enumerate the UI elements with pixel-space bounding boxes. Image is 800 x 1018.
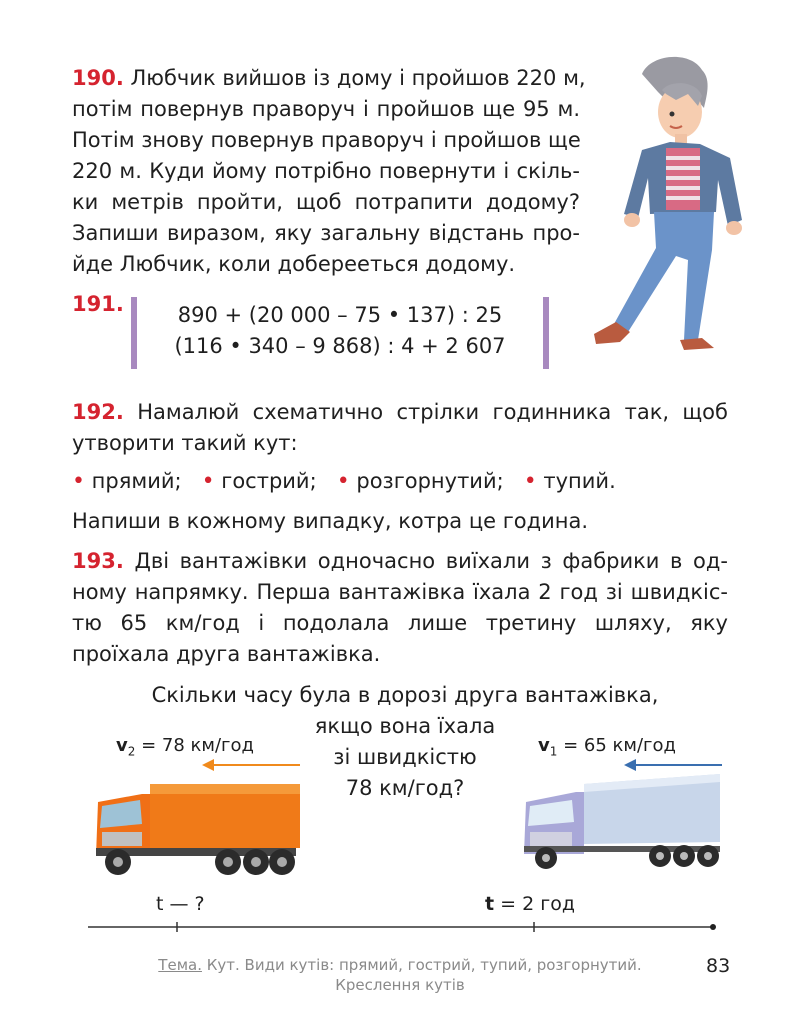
exercise-193 (72, 546, 728, 670)
topic-text-line2: Креслення кутів (335, 976, 465, 994)
exercise-190 (72, 63, 586, 280)
arrow-left-blue (622, 758, 724, 772)
boy-illustration (580, 50, 750, 360)
text-line: Дві вантажівки одночасно виїхали з фабрики в од- (134, 549, 728, 573)
exercise-192-note: Напиши в кожному випадку, котра це година. (72, 509, 589, 533)
speed-1-label: $v_1 = 65$ км/год (538, 735, 676, 759)
exercise-192 (72, 397, 728, 459)
arrow-left-orange (200, 758, 302, 772)
exercise-number: 191. (72, 292, 124, 316)
question-line: якщо вона їхала (314, 714, 496, 738)
text-line: тю 65 км/год і подолала лише третину шляху, яку (72, 611, 728, 635)
text-line: проїхала друга вантажівка. (72, 642, 381, 666)
text-line: ки метрів пройти, щоб потрапити додому? (72, 190, 580, 214)
page-number: 83 (706, 955, 731, 977)
text-line: йде Любчик, коли доберееться додому. (72, 252, 516, 276)
option-right: прямий; (91, 469, 182, 493)
bracket-left (131, 297, 137, 369)
topic-label: Тема. (158, 956, 202, 974)
time-unknown-label: t — ? (156, 893, 205, 915)
text-line: Запиши виразом, яку загальну відстань про- (72, 221, 580, 245)
blue-truck-illustration (520, 772, 724, 872)
exercise-number: 190. (72, 66, 124, 90)
angle-options: • прямий; • гострий; • розгорнутий; • тупий. (72, 469, 616, 494)
question-line: Скільки часу була в дорозі друга вантажівка, (151, 683, 659, 707)
option-obtuse: тупий. (543, 469, 616, 493)
topic-text: Кут. Види кутів: прямий, гострий, тупий, розгорнутий. (206, 956, 642, 974)
question-line: зі швидкістю (333, 745, 477, 769)
option-straight: розгорнутий; (356, 469, 504, 493)
text-line: Намалюй схематично стрілки годинника так, щоб (137, 400, 728, 424)
text-line: Потім знову повернув праворуч і пройшов ще (72, 128, 581, 152)
text-line: Любчик вийшов із дому і пройшов 220 м, (130, 66, 586, 90)
expression-2: (116 • 340 – 9 868) : 4 + 2 607 (174, 334, 506, 358)
exercise-number: 193. (72, 549, 124, 573)
text-line: утворити такий кут: (72, 431, 298, 455)
text-line: потім повернув праворуч і пройшов ще 95 м. (72, 97, 580, 121)
orange-truck-illustration (92, 780, 304, 880)
speed-2-label: $v_2 = 78$ км/год (116, 735, 254, 759)
question-line: 78 км/год? (345, 776, 465, 800)
bracket-right (543, 297, 549, 369)
exercise-number: 192. (72, 400, 124, 424)
expression-1: 890 + (20 000 – 75 • 137) : 25 (177, 303, 503, 327)
text-line: ному напрямку. Перша вантажівка їхала 2 год зі швидкіс- (72, 580, 728, 604)
timeline (80, 920, 720, 934)
option-acute: гострий; (221, 469, 317, 493)
text-line: 220 м. Куди йому потрібно повернути і скіль- (72, 159, 580, 183)
footer-topic (150, 955, 650, 995)
time-known-label: t = 2 год (485, 893, 575, 915)
